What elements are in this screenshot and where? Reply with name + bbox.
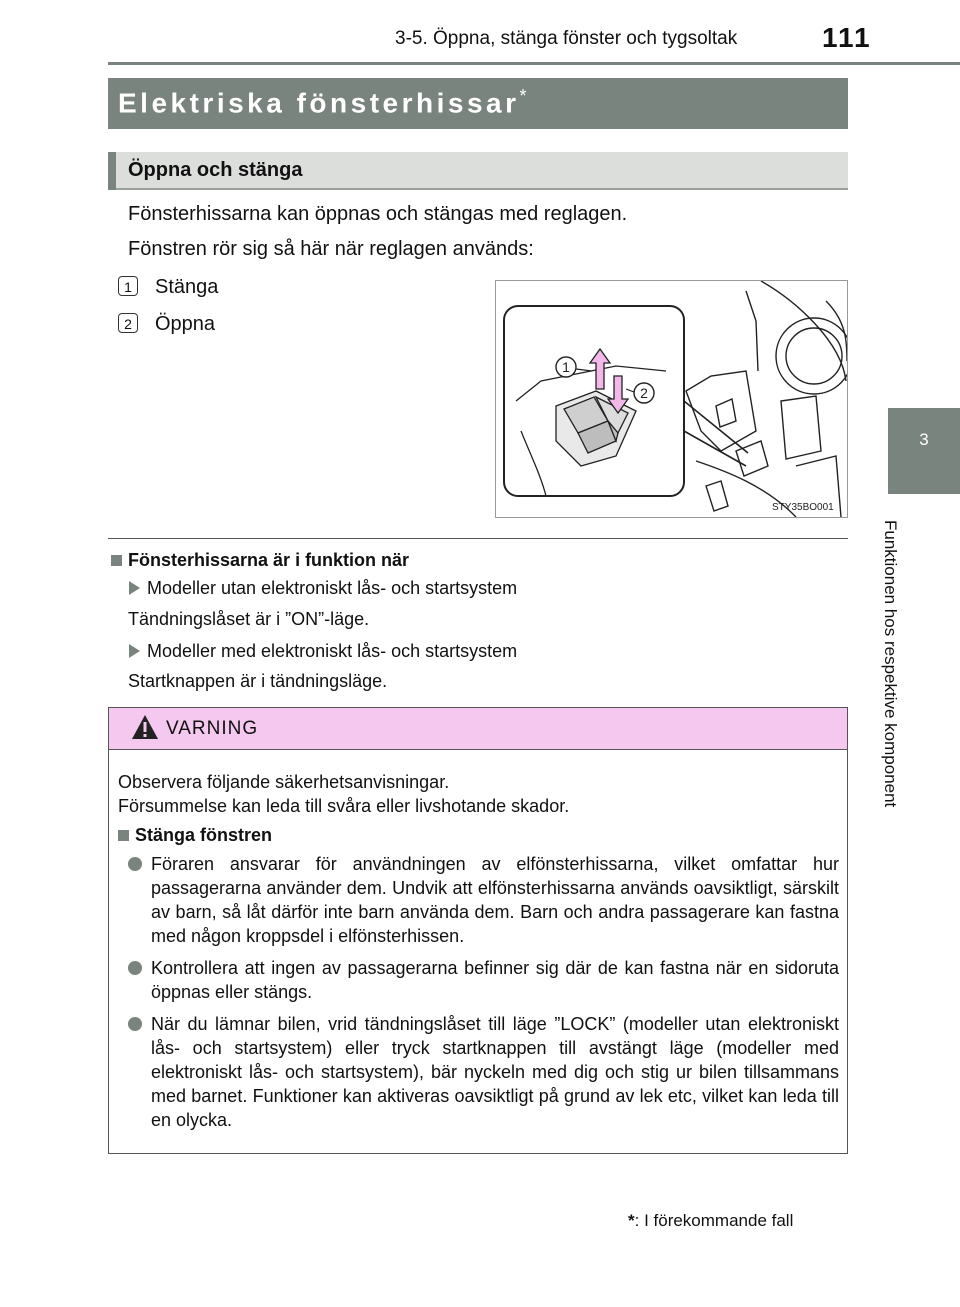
info-model-2-text: Modeller med elektroniskt lås- och startsystem	[147, 641, 518, 661]
intro-line-2: Fönstren rör sig så här när reglagen används:	[128, 238, 534, 260]
window-switch-illustration	[495, 280, 848, 518]
illustration-drawing	[496, 281, 847, 517]
chapter-title-vertical	[880, 520, 940, 850]
square-bullet-icon	[118, 830, 129, 841]
page-number: 111	[822, 22, 872, 53]
round-bullet-icon	[128, 857, 142, 871]
callout-number-2: 2	[118, 313, 138, 333]
footnote	[628, 1211, 793, 1231]
info-model-1-text: Modeller utan elektroniskt lås- och startsystem	[147, 578, 518, 598]
warning-intro-1: Observera följande säkerhetsanvisningar.	[118, 772, 450, 792]
page-title	[118, 86, 527, 119]
round-bullet-icon	[128, 961, 142, 975]
subsection-accent	[108, 152, 116, 190]
warning-bullet-1: Föraren ansvarar för användningen av elfönsterhissarna, vilket omfattar hur passagerarna använder dem. Undvik att elfönsterhissarna används oavsiktligt, särskilt av barn, så låt därför inte barn använda dem. Barn och andra passagerare kan fastna med någon kroppsdel i elfönsterhissen.	[151, 854, 839, 946]
triangle-bullet-icon	[129, 581, 140, 595]
subsection-title: Öppna och stänga	[128, 159, 303, 181]
chapter-number: 3	[919, 430, 929, 449]
warning-subheading	[118, 823, 272, 847]
warning-triangle-icon	[130, 713, 160, 741]
footnote-text: : I förekommande fall	[634, 1211, 794, 1230]
info-model-2	[129, 641, 517, 662]
chapter-title: Funktionen hos respektive komponent	[881, 520, 900, 808]
info-heading	[111, 550, 409, 571]
illustration-marker-1: 1	[562, 359, 570, 375]
callout-number-1: 1	[118, 276, 138, 296]
warning-subheading-text: Stänga fönstren	[135, 825, 273, 845]
title-marker: *	[519, 86, 527, 106]
square-bullet-icon	[111, 555, 122, 566]
callout-label-1: Stänga	[155, 276, 219, 298]
section-divider	[108, 538, 848, 539]
triangle-bullet-icon	[129, 644, 140, 658]
warning-title: VARNING	[166, 718, 259, 739]
illustration-code: STY35BO001	[772, 502, 834, 513]
info-model-1	[129, 578, 517, 599]
header-section-title: 3-5. Öppna, stänga fönster och tygsoltak	[395, 28, 738, 49]
header-rule	[108, 62, 960, 65]
warning-intro-2: Försummelse kan leda till svåra eller livshotande skador.	[118, 796, 570, 816]
warning-bullet-3: När du lämnar bilen, vrid tändningslåset till läge ”LOCK” (modeller utan elektroniskt lås- och startsystem) eller tryck startknappen till avstängt läge (modeller med elektroniskt lås- och startsystem), bär nyckeln med dig och stig ur bilen tillsammans med barnet. Funktioner kan aktiveras oavsiktligt på grund av lek etc, vilket kan leda till en olycka.	[151, 1014, 839, 1130]
info-text-1: Tändningslåset är i ”ON”-läge.	[128, 609, 370, 629]
chapter-tab	[888, 408, 960, 494]
info-heading-text: Fönsterhissarna är i funktion när	[128, 550, 410, 570]
round-bullet-icon	[128, 1017, 142, 1031]
footnote-marker: *	[628, 1211, 635, 1230]
intro-line-1: Fönsterhissarna kan öppnas och stängas med reglagen.	[128, 203, 628, 225]
illustration-marker-2: 2	[640, 385, 648, 401]
page-title-text: Elektriska fönsterhissar	[118, 87, 520, 119]
info-text-2: Startknappen är i tändningsläge.	[128, 671, 388, 691]
warning-bullet-2: Kontrollera att ingen av passagerarna befinner sig där de kan fastna när en sidoruta öppnas eller stängs.	[151, 958, 839, 1002]
callout-label-2: Öppna	[155, 313, 216, 335]
